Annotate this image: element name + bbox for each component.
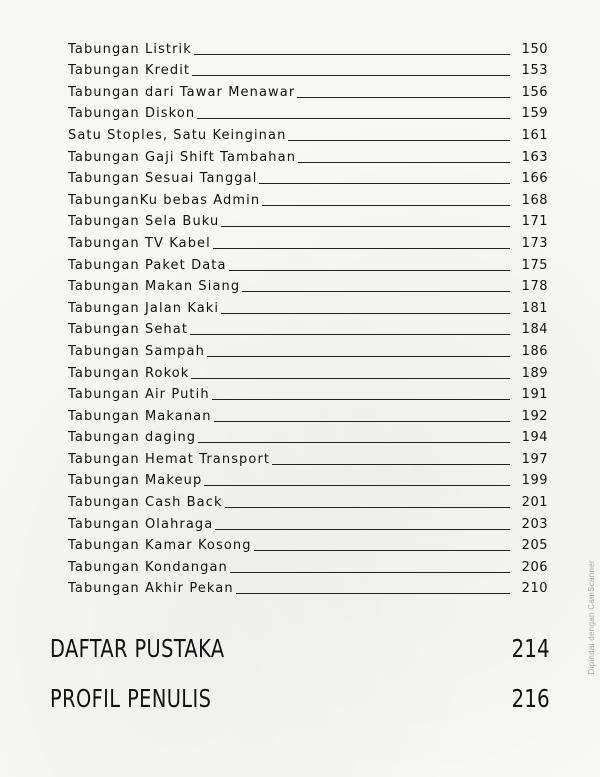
toc-entry[interactable]	[68, 187, 548, 209]
toc-entry-page-number: 184	[521, 322, 548, 338]
toc-leader-line	[259, 183, 510, 184]
toc-entry[interactable]	[68, 511, 548, 533]
toc-entry-page-number: 194	[521, 430, 548, 446]
toc-leader-line	[207, 356, 510, 357]
toc-entry-page-number: 206	[521, 559, 548, 575]
toc-entry-page-number: 205	[521, 538, 548, 554]
toc-entry-title: Tabungan Listrik	[68, 41, 192, 57]
toc-entry[interactable]	[68, 295, 548, 317]
toc-entry[interactable]	[68, 166, 548, 188]
bibliography-title: DAFTAR PUSTAKA	[50, 634, 225, 663]
toc-entry-title: Tabungan Hemat Transport	[68, 451, 271, 467]
toc-entry-title: Tabungan Makan Siang	[68, 279, 241, 295]
toc-entry-title: Tabungan Paket Data	[68, 257, 227, 273]
toc-leader-line	[197, 118, 510, 119]
toc-entry[interactable]	[68, 144, 548, 166]
toc-entry[interactable]	[68, 338, 548, 360]
toc-entry-title: Tabungan Akhir Pekan	[68, 581, 234, 597]
author-profile-page-number: 216	[511, 684, 550, 713]
toc-entry[interactable]	[68, 403, 548, 425]
toc-entry-author-profile[interactable]	[50, 684, 550, 713]
toc-entry[interactable]	[68, 122, 548, 144]
toc-leader-line	[229, 270, 510, 271]
toc-entry-page-number: 197	[521, 451, 548, 467]
toc-entry[interactable]	[68, 209, 548, 231]
toc-entry-page-number: 192	[521, 408, 548, 424]
toc-entry-page-number: 173	[521, 235, 548, 251]
toc-entry[interactable]	[68, 36, 548, 58]
toc-leader-line	[236, 593, 510, 594]
toc-entry-title: Tabungan Makanan	[68, 408, 212, 424]
toc-entry-title: Satu Stoples, Satu Keinginan	[68, 127, 287, 143]
toc-entry[interactable]	[68, 274, 548, 296]
toc-entry[interactable]	[68, 252, 548, 274]
toc-entry-page-number: 168	[521, 192, 548, 208]
toc-entry-title: Tabungan Olahraga	[68, 516, 214, 532]
toc-entry-page-number: 189	[521, 365, 548, 381]
toc-entry-title: Tabungan Kamar Kosong	[68, 538, 252, 554]
toc-entry-page-number: 159	[521, 106, 548, 122]
table-of-contents	[68, 36, 548, 597]
toc-entry-page-number: 201	[521, 495, 548, 511]
toc-entry-title: Tabungan Diskon	[68, 106, 196, 122]
toc-entry-page-number: 186	[521, 343, 548, 359]
toc-entry-title: Tabungan Makeup	[68, 473, 203, 489]
toc-entry[interactable]	[68, 382, 548, 404]
toc-entry-page-number: 166	[521, 171, 548, 187]
toc-entry[interactable]	[68, 446, 548, 468]
toc-entry-title: Tabungan daging	[68, 430, 197, 446]
toc-entry-title: Tabungan Sampah	[68, 343, 205, 359]
toc-leader-line	[194, 54, 510, 55]
toc-entry-page-number: 203	[521, 516, 548, 532]
toc-leader-line	[225, 507, 510, 508]
toc-entry[interactable]	[68, 58, 548, 80]
toc-entry[interactable]	[68, 576, 548, 598]
toc-entry-title: Tabungan TV Kabel	[68, 235, 211, 251]
toc-entry-page-number: 178	[521, 279, 548, 295]
toc-entry[interactable]	[68, 101, 548, 123]
toc-leader-line	[272, 464, 510, 465]
toc-entry[interactable]	[68, 79, 548, 101]
toc-leader-line	[221, 313, 510, 314]
toc-entry[interactable]	[68, 425, 548, 447]
toc-entry[interactable]	[68, 230, 548, 252]
toc-leader-line	[262, 205, 510, 206]
toc-entry[interactable]	[68, 360, 548, 382]
toc-leader-line	[288, 140, 510, 141]
toc-entry-page-number: 181	[521, 300, 548, 316]
toc-leader-line	[215, 529, 510, 530]
toc-leader-line	[221, 226, 510, 227]
toc-entry[interactable]	[68, 489, 548, 511]
toc-entry-page-number: 156	[521, 84, 548, 100]
toc-entry[interactable]	[68, 554, 548, 576]
toc-entry-page-number: 210	[521, 581, 548, 597]
toc-entry-title: Tabungan Gaji Shift Tambahan	[68, 149, 297, 165]
toc-entry[interactable]	[68, 533, 548, 555]
author-profile-title: PROFIL PENULIS	[50, 684, 212, 713]
toc-leader-line	[254, 550, 510, 551]
toc-entry-page-number: 171	[521, 214, 548, 230]
toc-leader-line	[191, 378, 510, 379]
toc-entry-title: Tabungan Sehat	[68, 322, 189, 338]
toc-entry-title: Tabungan Kondangan	[68, 559, 228, 575]
toc-entry[interactable]	[68, 468, 548, 490]
toc-entry-page-number: 175	[521, 257, 548, 273]
toc-entry-title: TabunganKu bebas Admin	[68, 192, 261, 208]
toc-leader-line	[214, 421, 510, 422]
toc-entry-title: Tabungan Jalan Kaki	[68, 300, 220, 316]
toc-leader-line	[298, 162, 510, 163]
toc-entry[interactable]	[68, 317, 548, 339]
toc-entry-page-number: 161	[521, 127, 548, 143]
toc-leader-line	[213, 248, 510, 249]
toc-leader-line	[297, 97, 510, 98]
bibliography-page-number: 214	[511, 634, 550, 663]
toc-leader-line	[242, 291, 510, 292]
toc-leader-line	[198, 442, 510, 443]
toc-entry-page-number: 163	[521, 149, 548, 165]
toc-entry-bibliography[interactable]	[50, 634, 550, 663]
toc-entry-title: Tabungan Cash Back	[68, 495, 223, 511]
toc-entry-page-number: 150	[521, 41, 548, 57]
scanner-watermark: Dipindai dengan CamScanner	[587, 560, 596, 675]
toc-leader-line	[190, 334, 510, 335]
toc-entry-title: Tabungan Sesuai Tanggal	[68, 171, 258, 187]
toc-entry-title: Tabungan dari Tawar Menawar	[68, 84, 296, 100]
toc-leader-line	[204, 485, 510, 486]
toc-entry-page-number: 199	[521, 473, 548, 489]
toc-entry-page-number: 153	[521, 63, 548, 79]
toc-leader-line	[192, 75, 510, 76]
toc-entry-title: Tabungan Sela Buku	[68, 214, 220, 230]
toc-entry-page-number: 191	[521, 387, 548, 403]
toc-entry-title: Tabungan Air Putih	[68, 387, 210, 403]
toc-leader-line	[230, 572, 510, 573]
toc-entry-title: Tabungan Kredit	[68, 63, 191, 79]
toc-entry-title: Tabungan Rokok	[68, 365, 190, 381]
toc-leader-line	[212, 399, 510, 400]
